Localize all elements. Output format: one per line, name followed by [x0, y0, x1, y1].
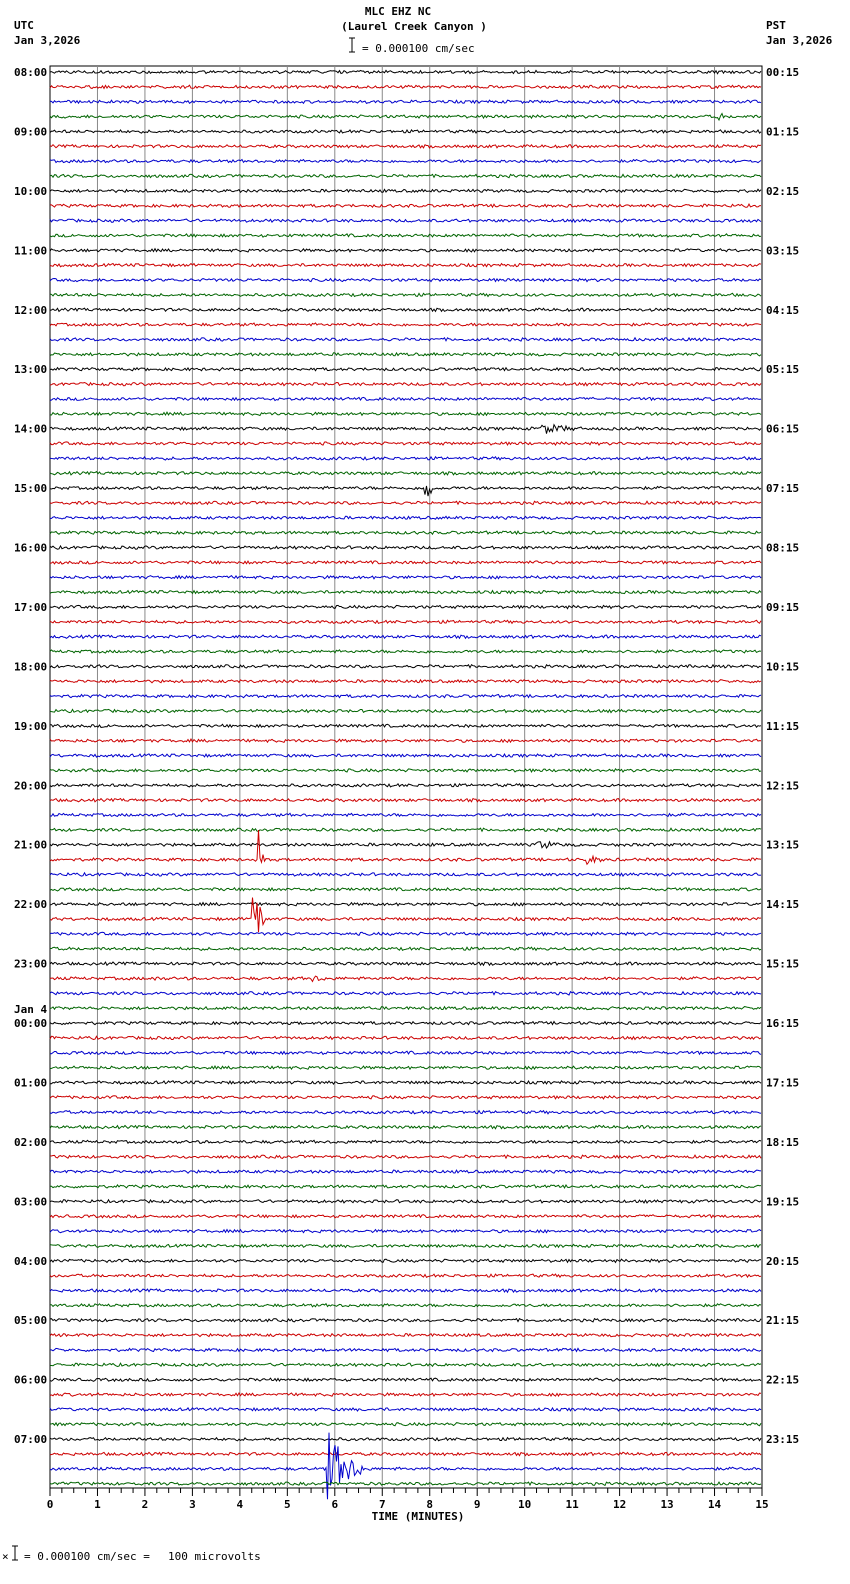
x-tick-label: 12	[612, 1498, 627, 1511]
seismic-trace	[50, 605, 761, 608]
x-axis	[47, 1488, 769, 1511]
pst-date: Jan 3,2026	[766, 34, 833, 47]
seismic-trace	[50, 1066, 761, 1069]
utc-hour-label: 00:00	[14, 1017, 48, 1031]
x-axis-label: TIME (MINUTES)	[371, 1510, 465, 1523]
seismic-trace	[50, 1244, 761, 1247]
seismic-trace	[50, 992, 761, 995]
seismic-trace	[50, 1348, 761, 1351]
x-tick-label: 13	[660, 1498, 674, 1511]
scale-bar-icon	[349, 38, 355, 52]
seismic-trace	[50, 174, 761, 177]
seismic-trace	[50, 1378, 761, 1381]
pst-hour-label: 14:15	[766, 898, 800, 912]
seismic-trace	[50, 234, 761, 237]
seismic-trace	[50, 1022, 761, 1025]
seismic-trace	[50, 1438, 761, 1441]
seismic-trace	[50, 1200, 761, 1203]
pst-hour-label: 02:15	[766, 184, 800, 198]
utc-hour-label: 20:00	[14, 779, 48, 793]
pst-hour-label: 12:15	[766, 779, 800, 793]
seismic-trace	[50, 1259, 761, 1262]
seismic-trace	[50, 353, 761, 356]
seismic-trace	[50, 1319, 761, 1322]
chart-subtitle: (Laurel Creek Canyon )	[341, 20, 487, 33]
x-tick-label: 4	[236, 1498, 244, 1511]
x-tick-label: 2	[141, 1498, 149, 1511]
pst-hour-label: 05:15	[766, 363, 800, 377]
utc-hour-label: 22:00	[14, 898, 48, 912]
utc-hour-label: 08:00	[14, 66, 48, 79]
seismic-trace	[50, 1452, 761, 1455]
utc-hour-label: 23:00	[14, 957, 48, 971]
seismic-trace	[50, 425, 761, 434]
utc-hour-label: 07:00	[14, 1433, 48, 1447]
pst-hour-label: 20:15	[766, 1254, 800, 1268]
seismic-trace	[50, 486, 761, 496]
pst-hour-label: 16:15	[766, 1017, 800, 1031]
seismic-trace	[50, 145, 761, 148]
pst-hour-labels	[766, 66, 799, 1446]
seismic-trace	[50, 1036, 761, 1039]
utc-hour-label: 05:00	[14, 1314, 48, 1328]
utc-hour-label: 17:00	[14, 600, 48, 614]
seismic-trace	[50, 1051, 761, 1054]
seismic-trace	[50, 1215, 761, 1218]
day-change-label: Jan 4	[14, 1003, 48, 1017]
seismic-trace	[50, 1334, 761, 1337]
seismic-trace	[50, 754, 761, 757]
seismic-trace	[50, 724, 761, 727]
seismic-trace	[50, 1230, 761, 1233]
seismic-trace	[50, 264, 761, 267]
pst-hour-label: 11:15	[766, 719, 800, 733]
pst-hour-label: 18:15	[766, 1135, 800, 1149]
x-tick-label: 14	[707, 1498, 722, 1511]
footer-microvolts: 100 microvolts	[168, 1550, 261, 1563]
seismic-trace	[50, 591, 761, 594]
footer-scale-bar-icon	[12, 1546, 18, 1560]
seismic-trace	[50, 635, 761, 638]
seismic-trace	[50, 1140, 761, 1143]
seismic-trace	[50, 1111, 761, 1114]
utc-hour-label: 02:00	[14, 1135, 48, 1149]
utc-hour-label: 01:00	[14, 1076, 48, 1090]
pst-hour-label: 21:15	[766, 1314, 800, 1328]
seismic-trace	[50, 1289, 761, 1292]
pst-hour-label: 19:15	[766, 1195, 800, 1209]
seismic-trace	[50, 650, 761, 653]
seismic-trace	[50, 293, 761, 296]
utc-hour-label: 13:00	[14, 363, 48, 377]
seismic-trace	[50, 442, 761, 445]
pst-hour-label: 17:15	[766, 1076, 800, 1090]
utc-hour-label: 21:00	[14, 838, 48, 852]
pst-hour-label: 23:15	[766, 1433, 800, 1447]
pst-hour-label: 10:15	[766, 660, 800, 674]
seismic-trace	[50, 813, 761, 816]
seismic-trace	[50, 100, 761, 103]
seismic-trace	[50, 1393, 761, 1396]
pst-hour-label: 03:15	[766, 244, 800, 258]
utc-hour-label: 18:00	[14, 660, 48, 674]
seismic-trace	[50, 457, 761, 460]
pst-hour-label: 06:15	[766, 422, 800, 436]
utc-hour-label: 19:00	[14, 719, 48, 733]
seismic-trace	[50, 323, 761, 326]
seismic-trace	[50, 799, 761, 802]
seismic-trace	[50, 338, 761, 341]
seismic-trace	[50, 709, 761, 712]
utc-label: UTC	[14, 19, 34, 32]
seismic-trace	[50, 249, 761, 252]
seismic-trace	[50, 1363, 761, 1366]
pst-hour-label: 09:15	[766, 600, 800, 614]
seismic-trace	[50, 1170, 761, 1173]
seismic-trace	[50, 739, 761, 742]
x-tick-label: 8	[426, 1498, 434, 1511]
seismic-trace	[50, 695, 761, 698]
seismic-trace	[50, 308, 761, 311]
utc-date: Jan 3,2026	[14, 34, 81, 47]
x-tick-label: 1	[94, 1498, 101, 1511]
seismic-trace	[50, 1185, 761, 1188]
seismic-trace	[50, 1408, 761, 1411]
seismic-trace	[50, 1081, 761, 1084]
chart-title: MLC EHZ NC	[364, 5, 432, 18]
seismic-trace	[50, 501, 761, 504]
pst-hour-label: 07:15	[766, 482, 800, 496]
pst-hour-label: 08:15	[766, 541, 800, 555]
seismic-trace	[50, 70, 761, 73]
seismic-trace	[50, 279, 761, 282]
seismic-trace	[50, 114, 761, 121]
utc-hour-label: 03:00	[14, 1195, 48, 1209]
seismic-trace	[50, 130, 761, 133]
seismic-trace	[50, 1155, 761, 1158]
seismic-trace	[50, 976, 761, 981]
utc-hour-label: 06:00	[14, 1373, 48, 1387]
seismic-trace	[50, 412, 761, 415]
seismic-trace	[50, 830, 761, 864]
x-tick-label: 10	[518, 1498, 532, 1511]
utc-hour-label: 10:00	[14, 184, 48, 198]
pst-hour-label: 04:15	[766, 303, 800, 317]
seismic-trace	[50, 620, 761, 623]
x-tick-label: 0	[46, 1498, 54, 1511]
footer-mark: ×	[2, 1550, 9, 1563]
seismic-trace	[50, 828, 761, 831]
seismic-trace	[50, 769, 761, 772]
utc-hour-label: 12:00	[14, 303, 48, 317]
seismic-trace	[50, 397, 761, 400]
seismic-trace	[50, 947, 761, 950]
pst-hour-label: 13:15	[766, 838, 800, 852]
seismic-trace	[50, 962, 761, 965]
seismic-trace	[50, 85, 761, 88]
seismic-trace	[50, 561, 761, 564]
seismic-trace	[50, 888, 761, 891]
footer-scale-label: = 0.000100 cm/sec =	[24, 1550, 150, 1563]
x-tick-label: 3	[189, 1498, 196, 1511]
seismic-trace	[50, 1304, 761, 1307]
seismic-trace	[50, 1274, 761, 1277]
seismic-trace	[50, 472, 761, 475]
seismic-trace	[50, 1096, 761, 1099]
pst-hour-label: 01:15	[766, 125, 800, 139]
x-tick-label: 11	[565, 1498, 579, 1511]
seismic-trace	[50, 546, 761, 549]
seismic-trace	[50, 204, 761, 207]
seismic-trace	[50, 219, 761, 222]
seismic-trace	[50, 1423, 761, 1426]
x-tick-label: 15	[755, 1498, 769, 1511]
trace-group	[50, 70, 761, 1499]
seismic-trace	[50, 665, 761, 668]
x-tick-label: 6	[331, 1498, 339, 1511]
seismic-trace	[50, 842, 761, 848]
seismic-trace	[50, 1482, 761, 1485]
seismic-trace	[50, 368, 761, 371]
utc-hour-label: 16:00	[14, 541, 48, 555]
utc-hour-label: 14:00	[14, 422, 48, 436]
seismic-trace	[50, 1007, 761, 1010]
seismic-trace	[50, 516, 761, 519]
seismic-trace	[50, 873, 761, 876]
utc-hour-label: 15:00	[14, 482, 48, 496]
x-tick-label: 5	[284, 1498, 291, 1511]
seismic-trace	[50, 576, 761, 579]
scale-label: = 0.000100 cm/sec	[362, 42, 475, 55]
pst-hour-label: 00:15	[766, 66, 800, 79]
utc-hour-label: 11:00	[14, 244, 48, 258]
utc-hour-label: 04:00	[14, 1254, 48, 1268]
pst-hour-label: 22:15	[766, 1373, 800, 1387]
seismic-trace	[50, 680, 761, 683]
seismic-trace	[50, 189, 761, 192]
utc-hour-labels	[14, 66, 47, 1446]
x-tick-label: 7	[378, 1498, 386, 1511]
seismic-trace	[50, 1125, 761, 1128]
seismic-trace	[50, 383, 761, 386]
seismic-trace	[50, 784, 761, 787]
utc-hour-label: 09:00	[14, 125, 48, 139]
x-tick-label: 9	[473, 1498, 481, 1511]
pst-label: PST	[766, 19, 786, 32]
pst-hour-label: 15:15	[766, 957, 800, 971]
seismic-trace	[50, 903, 761, 906]
seismic-trace	[50, 531, 761, 534]
seismic-trace	[50, 160, 761, 163]
seismic-trace	[50, 932, 761, 935]
